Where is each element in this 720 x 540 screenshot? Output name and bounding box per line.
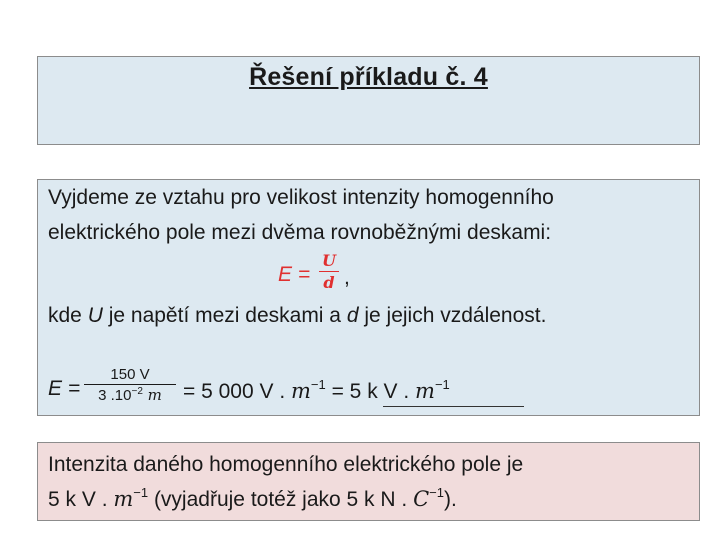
calc-fraction [84,366,176,404]
formula-comma: , [344,266,350,289]
formula-lhs: E = [278,263,311,286]
result-line-2: 5 k V . $m^{-1}$ (vyjadřuje totéž jako 5 k N . $C^{-1}$). [48,485,457,511]
formula-numerator: U [322,251,336,270]
formula-fraction [319,251,339,292]
result-underline [383,406,524,407]
text-line-3: kde U je napětí mezi deskami a d je jejich vzdálenost. [48,304,547,327]
text-line-1: Vyjdeme ze vztahu pro velikost intenzity homogenního [48,186,554,209]
content-box [37,179,700,416]
calc-numerator: 150 V [110,366,150,383]
result-box [37,442,700,521]
calc-result: = 5 000 V . $m^{-1} = 5$ k V . $m^{-1}$ [183,377,450,403]
calc-denominator: 3 $.10^{-2}$ m [98,386,162,404]
text-line-2: elektrického pole mezi dvěma rovnoběžnými deskami: [48,221,552,244]
title-box [37,56,700,145]
result-line-1: Intenzita daného homogenního elektrického pole je [48,453,524,476]
slide-title: Řešení příkladu č. 4 [249,63,488,91]
formula-denominator: d [323,273,335,292]
calc-lhs: E = [48,377,81,400]
